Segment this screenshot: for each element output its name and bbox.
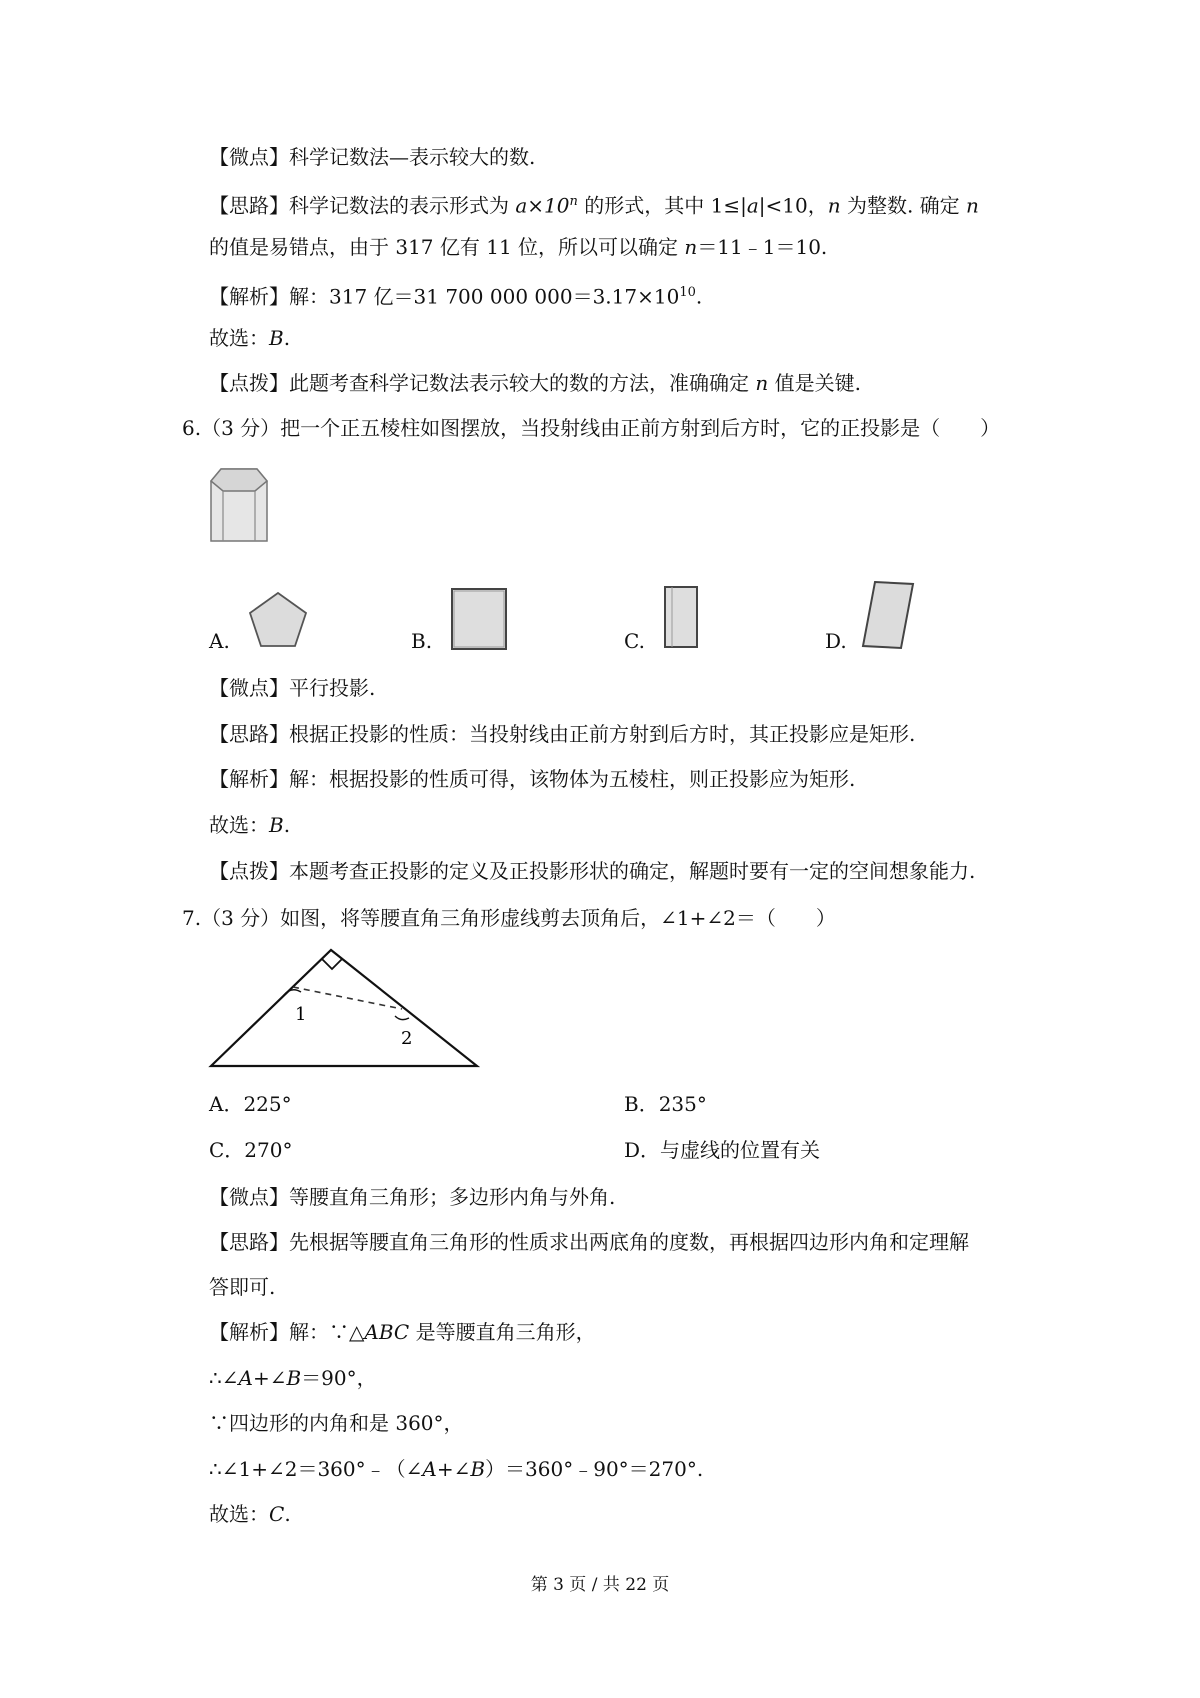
q5-dianbo: 【点拨】此题考查科学记数法表示较大的数的方法，准确确定 n 值是关键. xyxy=(209,371,861,395)
q6-answer: 故选：B. xyxy=(209,813,291,837)
q6-option-b[interactable]: B. xyxy=(411,629,433,653)
q7-step-4: ∴∠1+∠2＝360°﹣（∠A+∠B）＝360°﹣90°＝270°. xyxy=(209,1457,704,1481)
rectangle-option-icon xyxy=(450,587,508,651)
q7-option-a[interactable]: A．225° xyxy=(209,1092,292,1116)
q7-option-b[interactable]: B．235° xyxy=(624,1092,707,1116)
q5-answer: 故选：B. xyxy=(209,326,291,350)
q7-step-2: ∴∠A+∠B＝90°， xyxy=(209,1366,377,1390)
q7-silu-line1: 【思路】先根据等腰直角三角形的性质求出两底角的度数，再根据四边形内角和定理解 xyxy=(209,1230,969,1254)
pentagon-option-icon xyxy=(247,591,309,649)
page-footer: 第 3 页 / 共 22 页 xyxy=(530,1575,670,1595)
q6-option-c[interactable]: C. xyxy=(624,629,645,653)
q7-silu-line2: 答即可. xyxy=(209,1275,276,1299)
angle-label-1: 1 xyxy=(295,1004,307,1025)
q7-stem: 7.（3 分）如图，将等腰直角三角形虚线剪去顶角后，∠1+∠2＝（ ） xyxy=(182,906,836,930)
q6-dianbo: 【点拨】本题考查正投影的定义及正投影形状的确定，解题时要有一定的空间想象能力. xyxy=(209,859,976,883)
q7-option-c[interactable]: C．270° xyxy=(209,1138,293,1162)
q6-stem: 6.（3 分）把一个正五棱柱如图摆放，当投射线由正前方射到后方时，它的正投影是（ ） xyxy=(182,416,1001,440)
q5-jiexi: 【解析】解：317 亿＝31 700 000 $000=3.17\times 10^{10}$. xyxy=(209,284,703,309)
parallelogram-option-icon xyxy=(861,580,915,650)
q7-weidian: 【微点】等腰直角三角形；多边形内角与外角. xyxy=(209,1185,616,1209)
q6-option-a[interactable]: A. xyxy=(209,629,230,653)
q7-option-d[interactable]: D．与虚线的位置有关 xyxy=(624,1138,821,1162)
narrow-rectangle-option-icon xyxy=(663,585,699,649)
q5-weidian: 【微点】科学记数法—表示较大的数. xyxy=(209,145,536,169)
q7-step-3: ∵四边形的内角和是 360°， xyxy=(209,1411,464,1435)
q5-silu-line1: 【思路】科学记数法的表示形式为 $a\times 10^n$ 的形式，其中 1≤|a|<10，n 为整数. 确定 n xyxy=(209,193,979,218)
q6-jiexi: 【解析】解：根据投影的性质可得，该物体为五棱柱，则正投影应为矩形. xyxy=(209,767,856,791)
q7-jiexi: 【解析】解：∵△ABC 是等腰直角三角形， xyxy=(209,1320,596,1344)
right-triangle-figure xyxy=(205,942,485,1072)
q5-silu-line2: 的值是易错点，由于 317 亿有 11 位，所以可以确定 n＝11﹣1＝10. xyxy=(209,235,828,259)
q6-weidian: 【微点】平行投影. xyxy=(209,676,376,700)
pentagonal-prism-figure xyxy=(209,465,269,547)
q6-option-d[interactable]: D. xyxy=(825,629,847,653)
angle-label-2: 2 xyxy=(401,1028,413,1049)
q6-silu: 【思路】根据正投影的性质：当投射线由正前方射到后方时，其正投影应是矩形. xyxy=(209,722,916,746)
q7-answer: 故选：C. xyxy=(209,1502,291,1526)
